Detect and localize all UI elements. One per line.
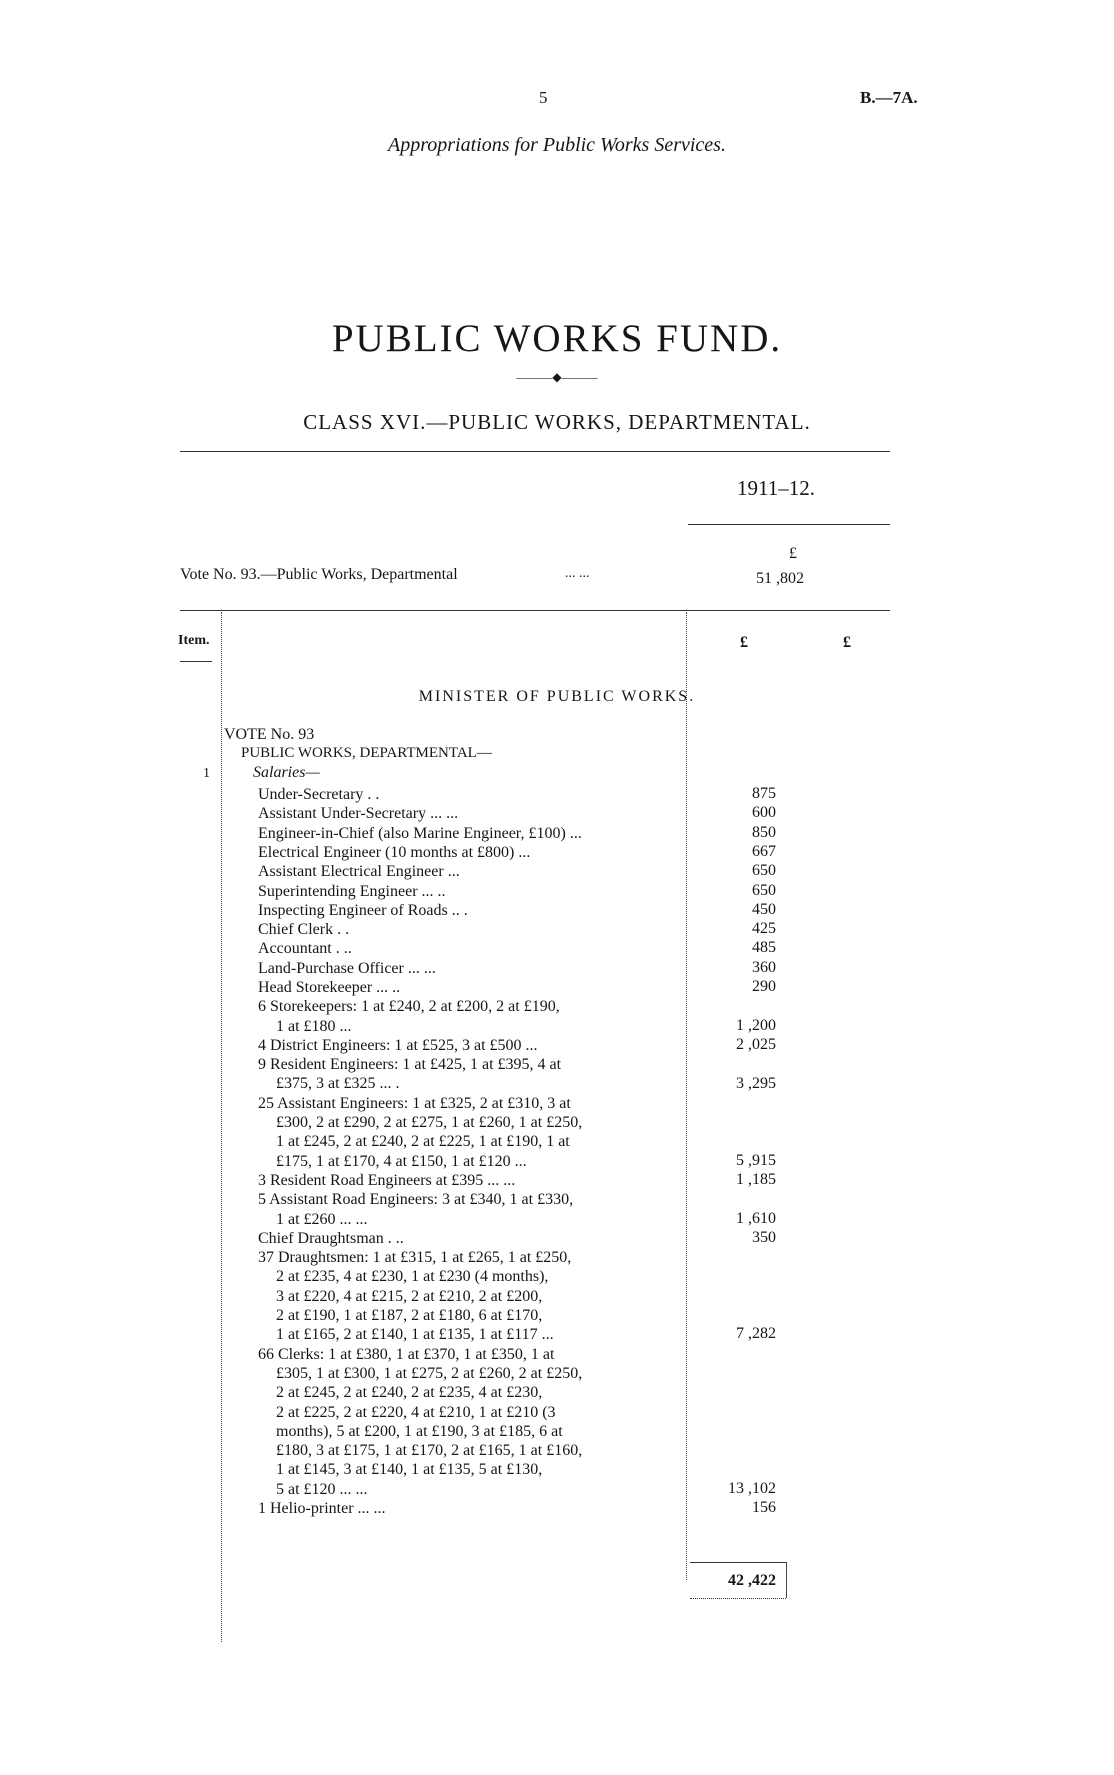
salary-amount: 650 — [752, 862, 776, 880]
salary-entry-line: 1 at £180 ... — [276, 1017, 352, 1035]
column-header-pound-1: £ — [740, 634, 748, 651]
salary-entry-line: 2 at £225, 2 at £220, 4 at £210, 1 at £210 (3 — [276, 1403, 556, 1421]
salary-amount: 875 — [752, 785, 776, 802]
salary-amount: 3 ,295 — [736, 1074, 776, 1092]
salary-entry-line: 66 Clerks: 1 at £380, 1 at £370, 1 at £350, 1 at — [258, 1345, 555, 1363]
salary-entry-line: Chief Draughtsman . .. — [258, 1229, 404, 1247]
vote-currency: £ — [789, 545, 797, 562]
column-header-pound-2: £ — [843, 634, 851, 651]
salary-amount: 5 ,915 — [736, 1151, 776, 1169]
salary-entry — [258, 882, 688, 901]
salary-entry-line: Head Storekeeper ... .. — [258, 979, 401, 996]
salary-entry-line: 2 at £245, 2 at £240, 2 at £235, 4 at £230, — [276, 1384, 543, 1402]
total-rule-bottom — [690, 1598, 786, 1599]
vote-summary-amount: 51 ,802 — [756, 570, 804, 587]
salary-entry-line: Assistant Under-Secretary ... ... — [258, 805, 459, 823]
salary-entry-line: 3 Resident Road Engineers at £395 ... ... — [258, 1172, 516, 1189]
ornament-divider: ———◆——— — [516, 370, 598, 384]
class-heading: CLASS XVI.—PUBLIC WORKS, DEPARTMENTAL. — [303, 410, 811, 434]
salary-amount: 2 ,025 — [736, 1035, 776, 1053]
salary-amount: 650 — [752, 881, 776, 899]
salary-entry — [258, 997, 688, 1036]
salary-entry-line: Chief Clerk . . — [258, 921, 350, 939]
column-header-item: Item. — [178, 633, 210, 648]
salary-entry — [258, 901, 688, 920]
document-reference: B.—7A. — [860, 88, 918, 107]
salary-amount: 1 ,610 — [736, 1209, 776, 1227]
subhead-heading: PUBLIC WORKS, DEPARTMENTAL— — [241, 745, 492, 761]
salary-entry-line: 5 Assistant Road Engineers: 3 at £340, 1 at £330, — [258, 1191, 574, 1209]
salary-entry-line: 1 at £260 ... ... — [276, 1210, 368, 1228]
salary-amount: 425 — [752, 920, 776, 938]
salary-amount: 667 — [752, 842, 776, 860]
salary-entry — [258, 843, 688, 862]
salary-entry — [258, 862, 688, 881]
fund-title: PUBLIC WORKS FUND. — [331, 317, 783, 360]
salary-amount: 850 — [752, 823, 776, 841]
item-number: 1 — [203, 766, 210, 781]
total-box-right — [786, 1562, 787, 1598]
salary-amount: 360 — [752, 958, 776, 976]
salary-entry — [258, 1248, 688, 1344]
salary-entry — [258, 1345, 688, 1499]
salary-entry-line: 25 Assistant Engineers: 1 at £325, 2 at £310, 3 at — [258, 1094, 571, 1112]
salary-entry-line: £175, 1 at £170, 4 at £150, 1 at £120 ... — [276, 1152, 527, 1170]
salary-entry-line: months), 5 at £200, 1 at £190, 3 at £185, 6 at — [276, 1422, 563, 1440]
salary-entry — [258, 1055, 688, 1094]
salary-entry-line: Electrical Engineer (10 months at £800) ... — [258, 843, 531, 861]
salary-entry-line: 4 District Engineers: 1 at £525, 3 at £500 ... — [258, 1036, 538, 1054]
salary-entry — [258, 785, 688, 804]
salary-entry-line: 5 at £120 ... ... — [276, 1480, 368, 1498]
salary-entry — [258, 1229, 688, 1248]
salary-entry-line: £305, 1 at £300, 1 at £275, 2 at £260, 2 at £250, — [276, 1364, 583, 1382]
salary-entry — [258, 1036, 688, 1055]
salary-entry-line: Superintending Engineer ... .. — [258, 882, 446, 900]
salary-entry-line: Engineer-in-Chief (also Marine Engineer, £100) ... — [258, 824, 582, 842]
salary-amount: 1 ,185 — [736, 1171, 776, 1188]
page-number: 5 — [539, 88, 548, 107]
year-heading: 1911–12. — [737, 476, 815, 500]
salary-entry-line: £300, 2 at £290, 2 at £275, 1 at £260, 1 at £250, — [276, 1114, 583, 1132]
vote-heading: VOTE No. 93 — [224, 726, 315, 743]
salary-entry-line: 6 Storekeepers: 1 at £240, 2 at £200, 2 at £190, — [258, 998, 560, 1016]
salary-amount: 350 — [752, 1228, 776, 1246]
salary-entry-line: Under-Secretary . . — [258, 786, 380, 803]
salary-entry — [258, 824, 688, 843]
salary-entry-line: 1 Helio-printer ... ... — [258, 1500, 386, 1518]
salary-entry-line: 9 Resident Engineers: 1 at £425, 1 at £395, 4 at — [258, 1056, 562, 1074]
salary-entry-line: 1 at £165, 2 at £140, 1 at £135, 1 at £117 ... — [276, 1326, 554, 1344]
running-title: Appropriations for Public Works Services. — [388, 134, 726, 156]
salary-entry — [258, 920, 688, 939]
total-rule-top — [690, 1562, 786, 1563]
rule-top — [180, 451, 890, 452]
minister-heading: MINISTER OF PUBLIC WORKS. — [418, 688, 696, 705]
vote-summary-dots: ... ... — [565, 566, 590, 581]
salary-entry-line: £180, 3 at £175, 1 at £170, 2 at £165, 1 at £160, — [276, 1442, 583, 1460]
salary-amount: 600 — [752, 804, 776, 822]
salary-entry — [258, 959, 688, 978]
salary-entry-line: 3 at £220, 4 at £215, 2 at £210, 2 at £200, — [276, 1287, 543, 1305]
salary-amount: 13 ,102 — [728, 1479, 776, 1497]
salary-amount: 7 ,282 — [736, 1325, 776, 1343]
salary-entry — [258, 804, 688, 823]
salary-entry — [258, 939, 688, 958]
salary-entry — [258, 1094, 688, 1171]
salary-entry — [258, 978, 688, 997]
salaries-heading: Salaries— — [253, 764, 320, 781]
rule-year — [688, 524, 890, 525]
salary-entry-line: Accountant . .. — [258, 940, 352, 958]
salary-amount: 450 — [752, 900, 776, 918]
salary-entry-line: Assistant Electrical Engineer ... — [258, 863, 460, 881]
salary-amount: 290 — [752, 978, 776, 995]
salary-entry-line: 1 at £145, 3 at £140, 1 at £135, 5 at £130, — [276, 1461, 543, 1479]
salary-amount: 156 — [752, 1499, 776, 1517]
salary-entry — [258, 1499, 688, 1518]
salary-entry-line: Land-Purchase Officer ... ... — [258, 959, 436, 977]
salary-entry-line: Inspecting Engineer of Roads .. . — [258, 901, 468, 919]
salary-amount: 485 — [752, 939, 776, 957]
salary-amount: 1 ,200 — [736, 1016, 776, 1034]
rule-table-top — [180, 610, 890, 611]
rule-item — [180, 661, 212, 662]
item-column-rule — [221, 612, 222, 1642]
salary-entry-line: 37 Draughtsmen: 1 at £315, 1 at £265, 1 at £250, — [258, 1249, 572, 1267]
salary-entry-line: £375, 3 at £325 ... . — [276, 1075, 400, 1093]
vote-summary-label: Vote No. 93.—Public Works, Departmental — [180, 566, 458, 583]
salary-entry-line: 1 at £245, 2 at £240, 2 at £225, 1 at £190, 1 at — [276, 1133, 570, 1151]
salary-entry-line: 2 at £190, 1 at £187, 2 at £180, 6 at £170, — [276, 1307, 543, 1325]
salary-entry — [258, 1190, 688, 1229]
salary-entry-line: 2 at £235, 4 at £230, 1 at £230 (4 months), — [276, 1268, 549, 1286]
salary-entry — [258, 1171, 688, 1190]
total-amount: 42 ,422 — [728, 1572, 776, 1589]
